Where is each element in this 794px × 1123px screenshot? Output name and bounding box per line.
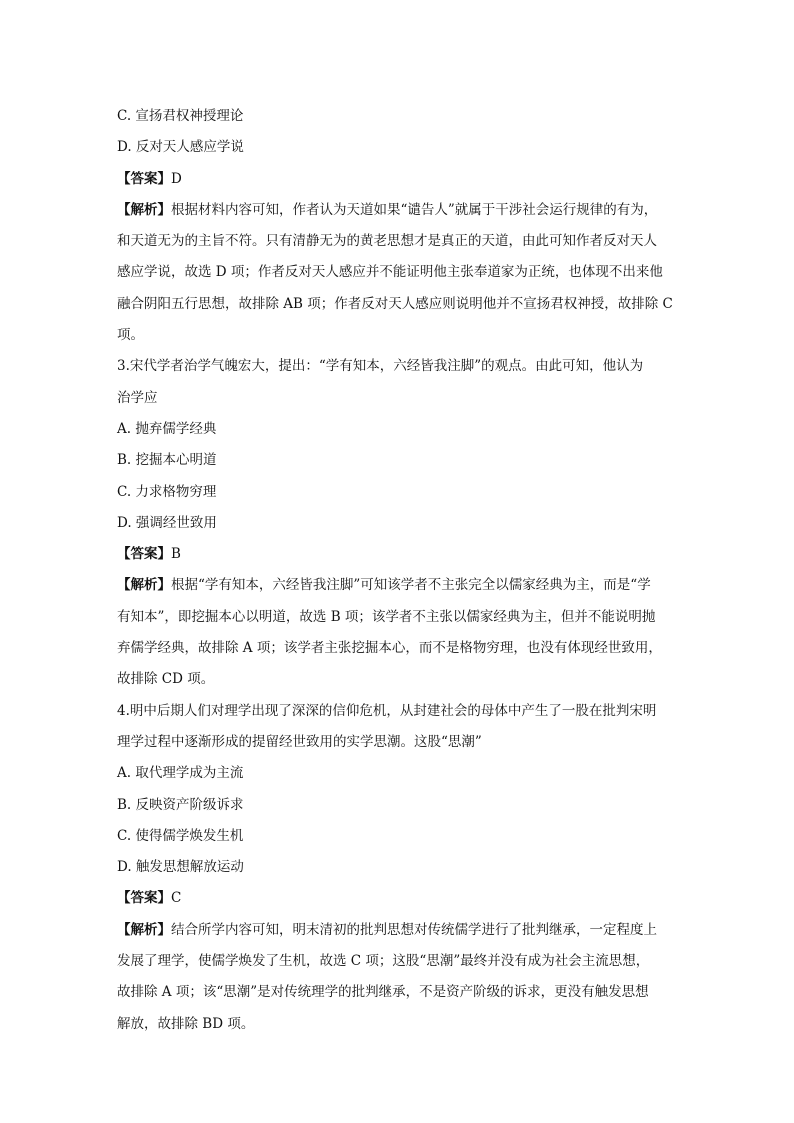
option-d: D. 反对天人感应学说 — [117, 139, 244, 156]
question-4 — [117, 696, 677, 1040]
option-a: A. 取代理学成为主流 — [117, 765, 244, 782]
option-c: C. 使得儒学焕发生机 — [117, 827, 244, 844]
analysis-tag: 【解析】 — [117, 577, 171, 594]
analysis-line: 故排除 A 项；该“思潮”是对传统理学的批判继承，不是资产阶级的诉求，更没有触发思想 — [117, 984, 649, 1001]
analysis-line: 和天道无为的主旨不符。只有清静无为的黄老思想才是真正的天道，由此可知作者反对天人 — [117, 233, 657, 250]
analysis-line: 故排除 CD 项。 — [117, 671, 215, 688]
analysis-line: 项。 — [117, 327, 144, 344]
question-3 — [117, 351, 677, 695]
option-d: D. 触发思想解放运动 — [117, 859, 244, 876]
analysis-line — [117, 915, 677, 946]
analysis-line: 解放，故排除 BD 项。 — [117, 1015, 255, 1032]
answer-line — [117, 539, 677, 570]
option-b: B. 反映资产阶级诉求 — [117, 796, 244, 813]
answer-tag: 【答案】 — [117, 170, 171, 187]
option-d: D. 强调经世致用 — [117, 514, 217, 531]
analysis-tag: 【解析】 — [117, 201, 171, 218]
answer-tag: 【答案】 — [117, 890, 171, 907]
answer-line — [117, 164, 677, 195]
question-stem: 4.明中后期人们对理学出现了深深的信仰危机，从封建社会的母体中产生了一股在批判宋明 — [117, 702, 657, 719]
analysis-text: 根据材料内容可知，作者认为天道如果“谴告人”就属于干涉社会运行规律的有为， — [171, 201, 658, 218]
analysis-line: 有知本”，即挖掘本心以明道，故选 B 项；该学者不主张以儒家经典为主，但并不能说明抛 — [117, 608, 656, 625]
analysis-line — [117, 570, 677, 601]
analysis-text: 结合所学内容可知，明末清初的批判思想对传统儒学进行了批判继承，一定程度上 — [171, 921, 657, 938]
question-stem: 理学过程中逐渐形成的提留经世致用的实学思潮。这股“思潮” — [117, 733, 482, 750]
document-page — [117, 101, 677, 1040]
answer-value: D — [171, 170, 182, 187]
answer-line — [117, 883, 677, 914]
analysis-line: 弃儒学经典，故排除 A 项；该学者主张挖掘本心，而不是格物穷理，也没有体现经世致用， — [117, 640, 662, 657]
question-2-tail — [117, 101, 677, 351]
option-a: A. 抛弃儒学经典 — [117, 420, 217, 437]
answer-tag: 【答案】 — [117, 546, 171, 563]
option-b: B. 挖掘本心明道 — [117, 452, 217, 469]
answer-value: B — [171, 546, 181, 563]
analysis-tag: 【解析】 — [117, 921, 171, 938]
analysis-line: 融合阴阳五行思想，故排除 AB 项；作者反对天人感应则说明他并不宣扬君权神授，故排除 C — [117, 295, 673, 312]
option-c: C. 宣扬君权神授理论 — [117, 108, 244, 124]
analysis-line: 感应学说，故选 D 项；作者反对天人感应并不能证明他主张奉道家为正统，也体现不出来他 — [117, 264, 663, 281]
answer-value: C — [171, 890, 182, 907]
analysis-text: 根据“学有知本，六经皆我注脚”可知该学者不主张完全以儒家经典为主，而是“学 — [171, 577, 651, 594]
analysis-line — [117, 195, 677, 226]
question-stem: 3.宋代学者治学气魄宏大，提出：“学有知本，六经皆我注脚”的观点。由此可知，他认为 — [117, 358, 644, 375]
option-c: C. 力求格物穷理 — [117, 483, 217, 500]
analysis-line: 发展了理学，使儒学焕发了生机，故选 C 项；这股“思潮”最终并没有成为社会主流思想， — [117, 953, 650, 970]
question-stem: 治学应 — [117, 389, 158, 406]
